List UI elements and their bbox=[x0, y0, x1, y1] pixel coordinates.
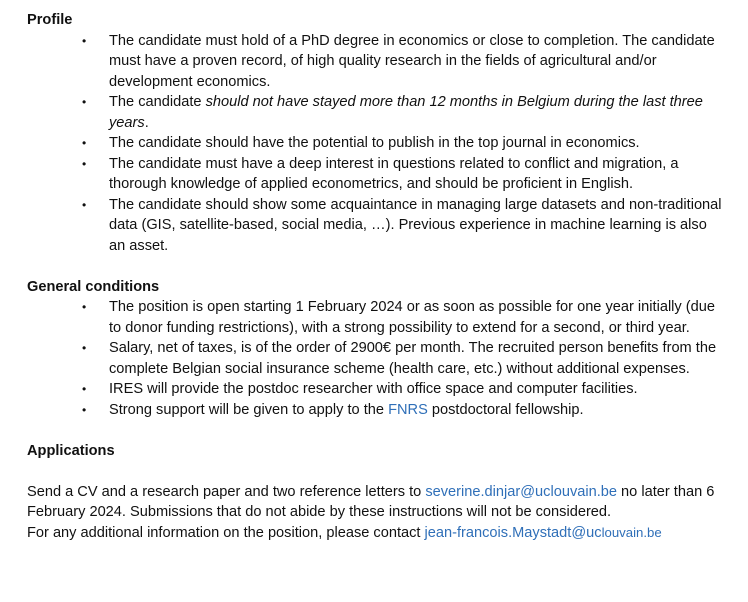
list-item: • Strong support will be given to apply to the FNRS postdoctoral fellowship. bbox=[27, 400, 728, 421]
list-item: • The position is open starting 1 February 2024 or as soon as possible for one year initially (due to donor funding restrictions), with a strong possibility to extend for a second, or third year. bbox=[82, 299, 715, 336]
list-item: • Salary, net of taxes, is of the order of 2900€ per month. The recruited person benefits from the complete Belgian social insurance scheme (health care, etc.) without additional expenses. bbox=[82, 340, 717, 377]
bullet-icon: • bbox=[82, 341, 87, 355]
general-conditions-heading: General conditions bbox=[27, 278, 160, 295]
list-item: • The candidate should not have stayed more than 12 months in Belgium during the last three years. bbox=[82, 94, 703, 131]
bullet-icon: • bbox=[82, 402, 87, 417]
general-conditions-list bbox=[27, 297, 728, 420]
bullet-icon: • bbox=[82, 300, 87, 314]
list-item: • IRES will provide the postdoc researcher with office space and computer facilities. bbox=[27, 379, 728, 400]
list-item: • The candidate must have a deep interest in questions related to conflict and migration, a thorough knowledge of applied econometrics, and should be proficient in English. bbox=[82, 155, 679, 192]
bullet-icon: • bbox=[82, 382, 87, 396]
list-item: • The candidate should show some acquaintance in managing large datasets and non-traditional data (GIS, satellite-based, social media, …). Previous experience in machine learning is also an asset. bbox=[82, 196, 722, 254]
bullet-icon: • bbox=[82, 136, 87, 150]
email-link-maystadt[interactable]: jean-francois.Maystadt@uclouvain.be bbox=[424, 524, 662, 541]
spacer bbox=[27, 420, 728, 441]
fnrs-link[interactable]: FNRS bbox=[388, 401, 428, 418]
profile-list bbox=[27, 31, 728, 257]
spacer bbox=[27, 256, 728, 277]
email-link-severine[interactable]: severine.dinjar@uclouvain.be bbox=[425, 483, 617, 500]
spacer bbox=[27, 461, 728, 482]
applications-heading: Applications bbox=[27, 442, 115, 459]
bullet-icon: • bbox=[82, 156, 87, 171]
applications-text: Send a CV and a research paper and two reference letters to severine.dinjar@uclouvain.be no later than 6 February 2024. Submissions that do not abide by these instructions will not be considered. For any additional information on the position, please contact jean-francois.Maystadt@uclouvain.be bbox=[27, 483, 715, 541]
bullet-icon: • bbox=[82, 33, 87, 48]
list-item: • The candidate should have the potential to publish in the top journal in economics. bbox=[27, 133, 728, 154]
list-item: • The candidate must hold of a PhD degree in economics or close to completion. The candidate must have a proven record, of high quality research in the fields of agricultural and/or development economics. bbox=[82, 32, 715, 90]
profile-heading: Profile bbox=[27, 12, 73, 28]
bullet-icon: • bbox=[82, 95, 87, 109]
bullet-icon: • bbox=[82, 197, 87, 212]
